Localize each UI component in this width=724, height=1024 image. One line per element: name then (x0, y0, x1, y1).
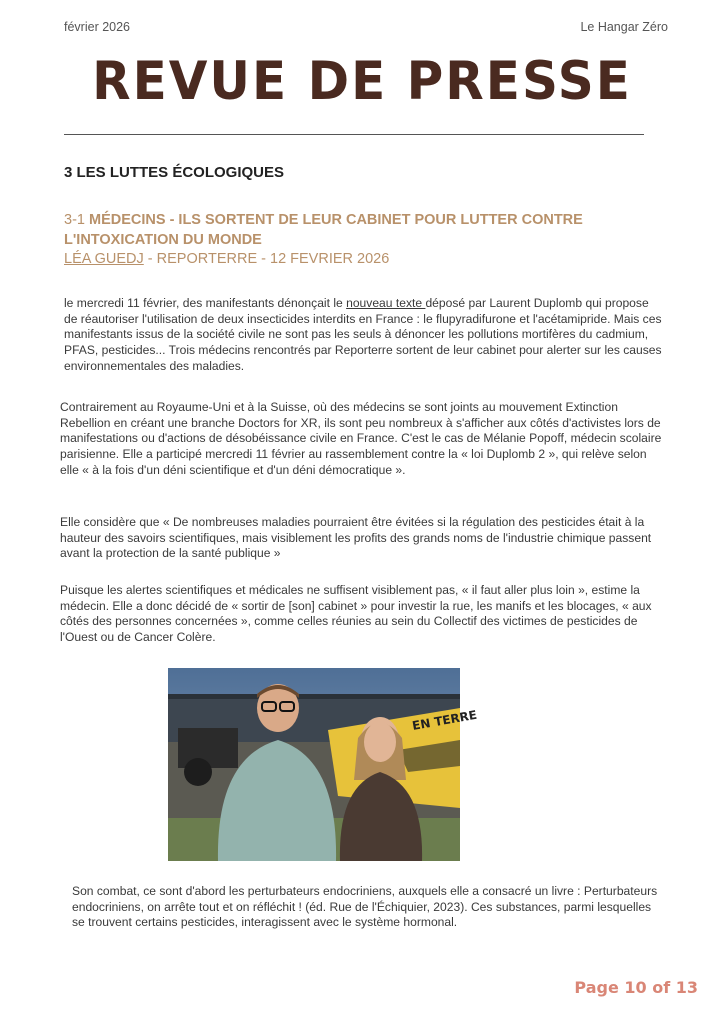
header-date: février 2026 (64, 20, 131, 34)
banner-text: EN TERRE (411, 707, 479, 733)
p1-text-after: déposé par Laurent Duplomb qui propose de réautoriser l'utilisation de deux insecticides interdits en France : le flupyradifurone et l'acétamipride. Mais ces manifestants issus de la société civile ne sont pas les seuls à dénoncer les pollutions mortifères du cadmium, PFAS, pesticides... Trois médecins rencontrés par Reporterre sortent de leur cabinet pour alerter sur les causes environnementales des maladies. (64, 296, 662, 373)
title-divider (64, 134, 644, 135)
paragraph-4: Puisque les alertes scientifiques et médicales ne suffisent visiblement pas, « il faut aller plus loin », estime la médecin. Elle a donc décidé de « sortir de [son] cabinet » pour investir la rue, les manifs et les blocages, « aux côtés des personnes concernées », comme celles réunies au sein du Collectif des victimes de pesticides de l'Ouest ou de Cancer Colère. (60, 583, 652, 645)
page-title: REVUE DE PRESSE (92, 50, 632, 112)
article-number: 3-1 (64, 212, 85, 228)
byline-source: - REPORTERRE - (143, 251, 270, 267)
paragraph-2: Contrairement au Royaume-Uni et à la Suisse, où des médecins se sont joints au mouvement Extinction Rebellion en créant une branche Doctors for XR, ils sont peu nombreux à s'afficher aux côtés d'activistes lors de manifestations ou d'actions de désobéissance civile en France. C'est le cas de Mélanie Popoff, médecin scolaire parisienne. Elle a participé mercredi 11 février au rassemblement contre la « loi Duplomb 2 », qui relève selon elle « à la fois d'un déni scientifique et d'un déni démocratique ». (60, 400, 662, 477)
section-title: 3 LES LUTTES ÉCOLOGIQUES (64, 164, 285, 181)
nouveau-texte-link[interactable]: nouveau texte (346, 296, 426, 310)
paragraph-1 (64, 296, 664, 375)
p1-text-before: le mercredi 11 février, des manifestants dénonçait le (64, 296, 347, 310)
photo-illustration (168, 668, 479, 861)
paragraph-3: Elle considère que « De nombreuses maladies pourraient être évitées si la régulation des pesticides était à la hauteur des savoirs scientifiques, mais visiblement les profits des grands noms de l'industrie chimique passent avant la protection de la santé publique » (60, 515, 652, 561)
page-number: Page 10 of 13 (574, 978, 698, 997)
article-date: 12 FEVRIER 2026 (270, 251, 390, 267)
article-byline (64, 251, 389, 267)
paragraph-5: Son combat, ce sont d'abord les perturbateurs endocriniens, auxquels elle a consacré un livre : Perturbateurs endocriniens, on arrête tout et on réfléchit ! (éd. Rue de l'Échiquier, 2023). Ces substances, parmi lesquelles se trouvent certains pesticides, interagissent avec le système hormonal. (72, 884, 658, 930)
author-link[interactable]: LÉA GUEDJ (64, 251, 144, 267)
article-title (64, 210, 664, 250)
header-brand: Le Hangar Zéro (580, 20, 668, 34)
article-title-text: MÉDECINS - ILS SORTENT DE LEUR CABINET POUR LUTTER CONTRE L'INTOXICATION DU MONDE (64, 212, 583, 248)
article-photo (168, 668, 479, 861)
